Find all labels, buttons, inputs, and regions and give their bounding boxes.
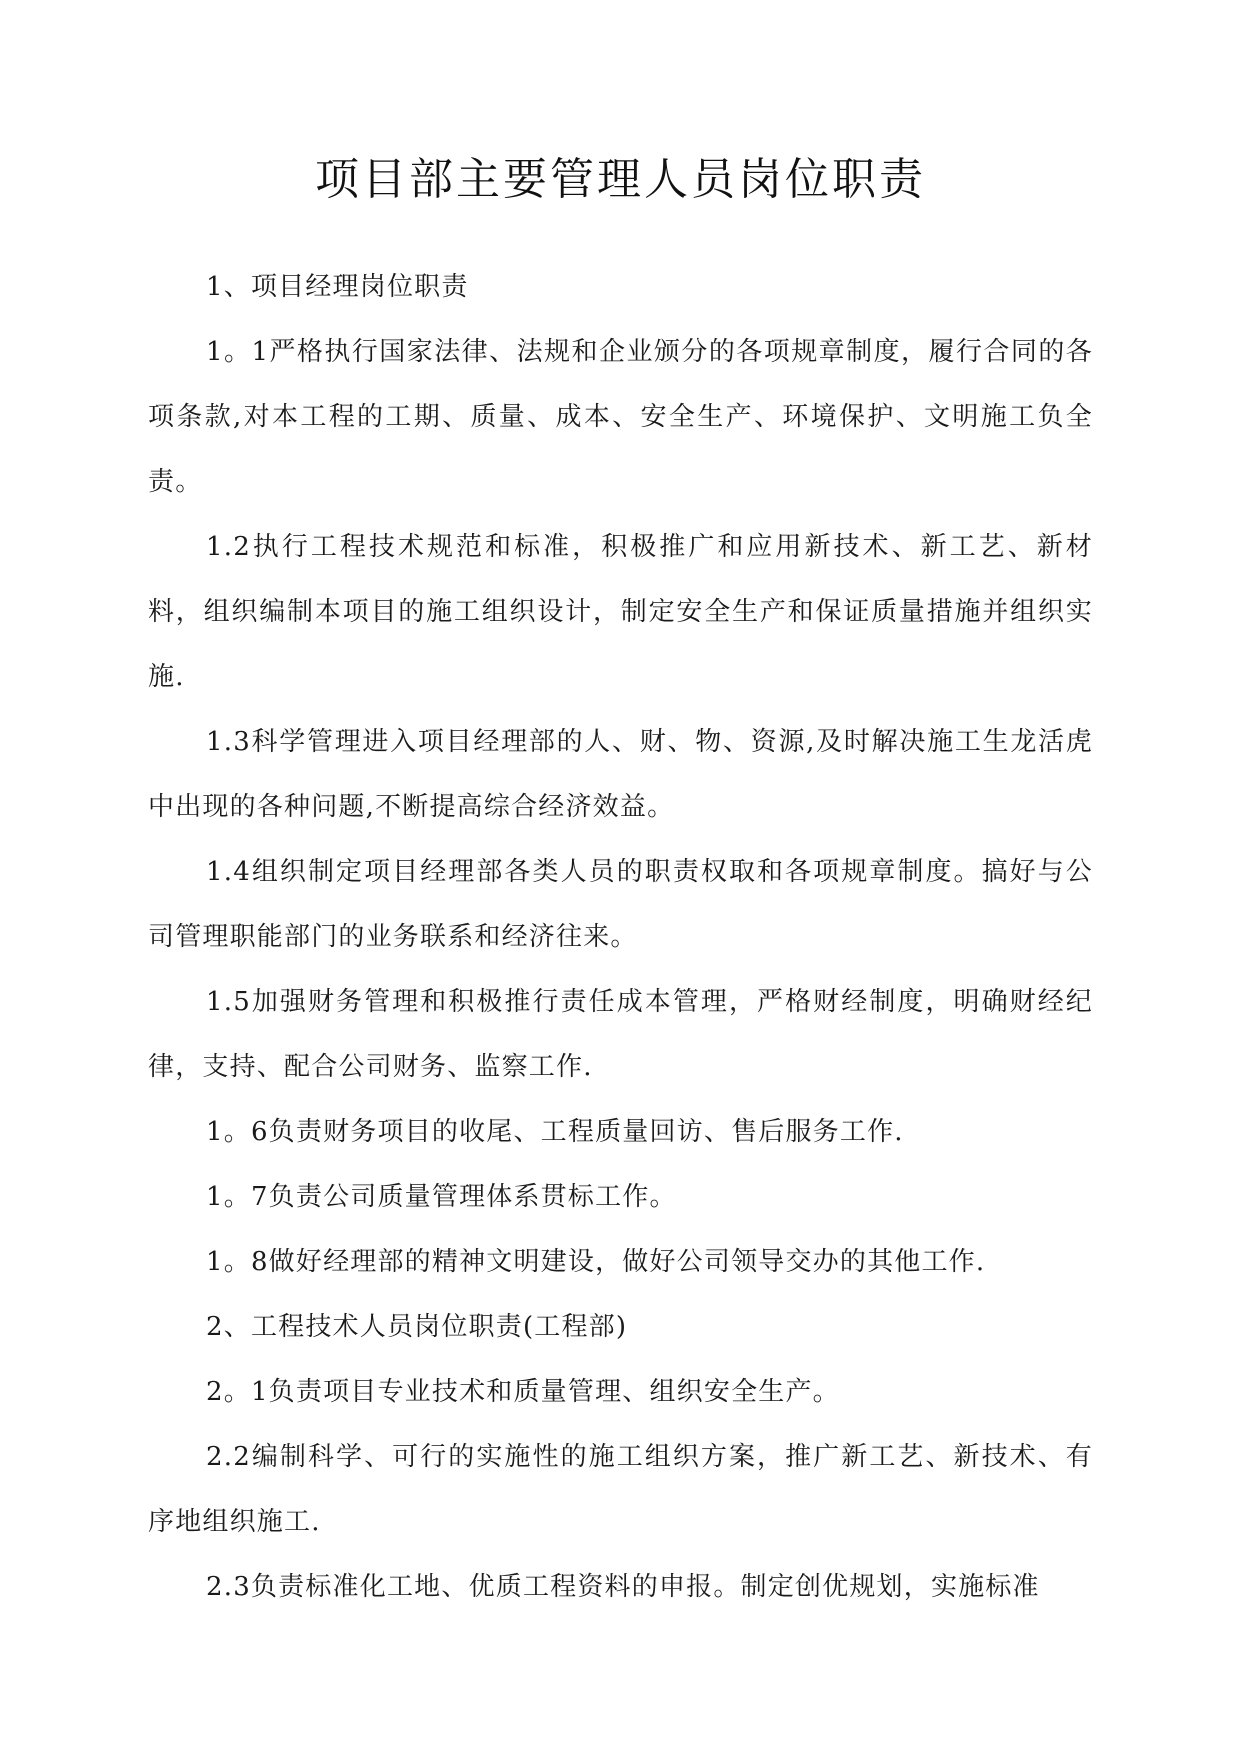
paragraph-1-8: 1。8做好经理部的精神文明建设，做好公司领导交办的其他工作. [206, 1247, 986, 1277]
section-heading-1: 1、项目经理岗位职责 [206, 272, 469, 302]
section-heading-2: 2、工程技术人员岗位职责(工程部) [206, 1312, 628, 1342]
paragraph-1-6: 1。6负责财务项目的收尾、工程质量回访、售后服务工作. [206, 1117, 904, 1147]
page-title: 项目部主要管理人员岗位职责 [315, 154, 926, 205]
paragraph-1-2: 1.2执行工程技术规范和标准，积极推广和应用新技术、新工艺、新材料，组织编制本项目的施工组织设计，制定安全生产和保证质量措施并组织实施. [148, 532, 1093, 692]
paragraph-1-1: 1。1严格执行国家法律、法规和企业颁分的各项规章制度，履行合同的各项条款,对本工程的工期、质量、成本、安全生产、环境保护、文明施工负全责。 [148, 337, 1093, 497]
paragraph-2-3: 2.3负责标准化工地、优质工程资料的申报。制定创优规划，实施标准 [206, 1572, 1040, 1602]
paragraph-1-7: 1。7负责公司质量管理体系贯标工作。 [206, 1182, 677, 1212]
paragraph-1-5: 1.5加强财务管理和积极推行责任成本管理，严格财经制度，明确财经纪律，支持、配合公司财务、监察工作. [148, 987, 1093, 1082]
paragraph-2-1: 2。1负责项目专业技术和质量管理、组织安全生产。 [206, 1377, 840, 1407]
paragraph-2-2: 2.2编制科学、可行的实施性的施工组织方案，推广新工艺、新技术、有序地组织施工. [148, 1442, 1093, 1537]
document-body [148, 255, 1093, 1620]
paragraph-1-3: 1.3科学管理进入项目经理部的人、财、物、资源,及时解决施工生龙活虎中出现的各种问题,不断提高综合经济效益。 [148, 727, 1093, 822]
paragraph-1-4: 1.4组织制定项目经理部各类人员的职责权取和各项规章制度。搞好与公司管理职能部门的业务联系和经济往来。 [148, 857, 1093, 952]
